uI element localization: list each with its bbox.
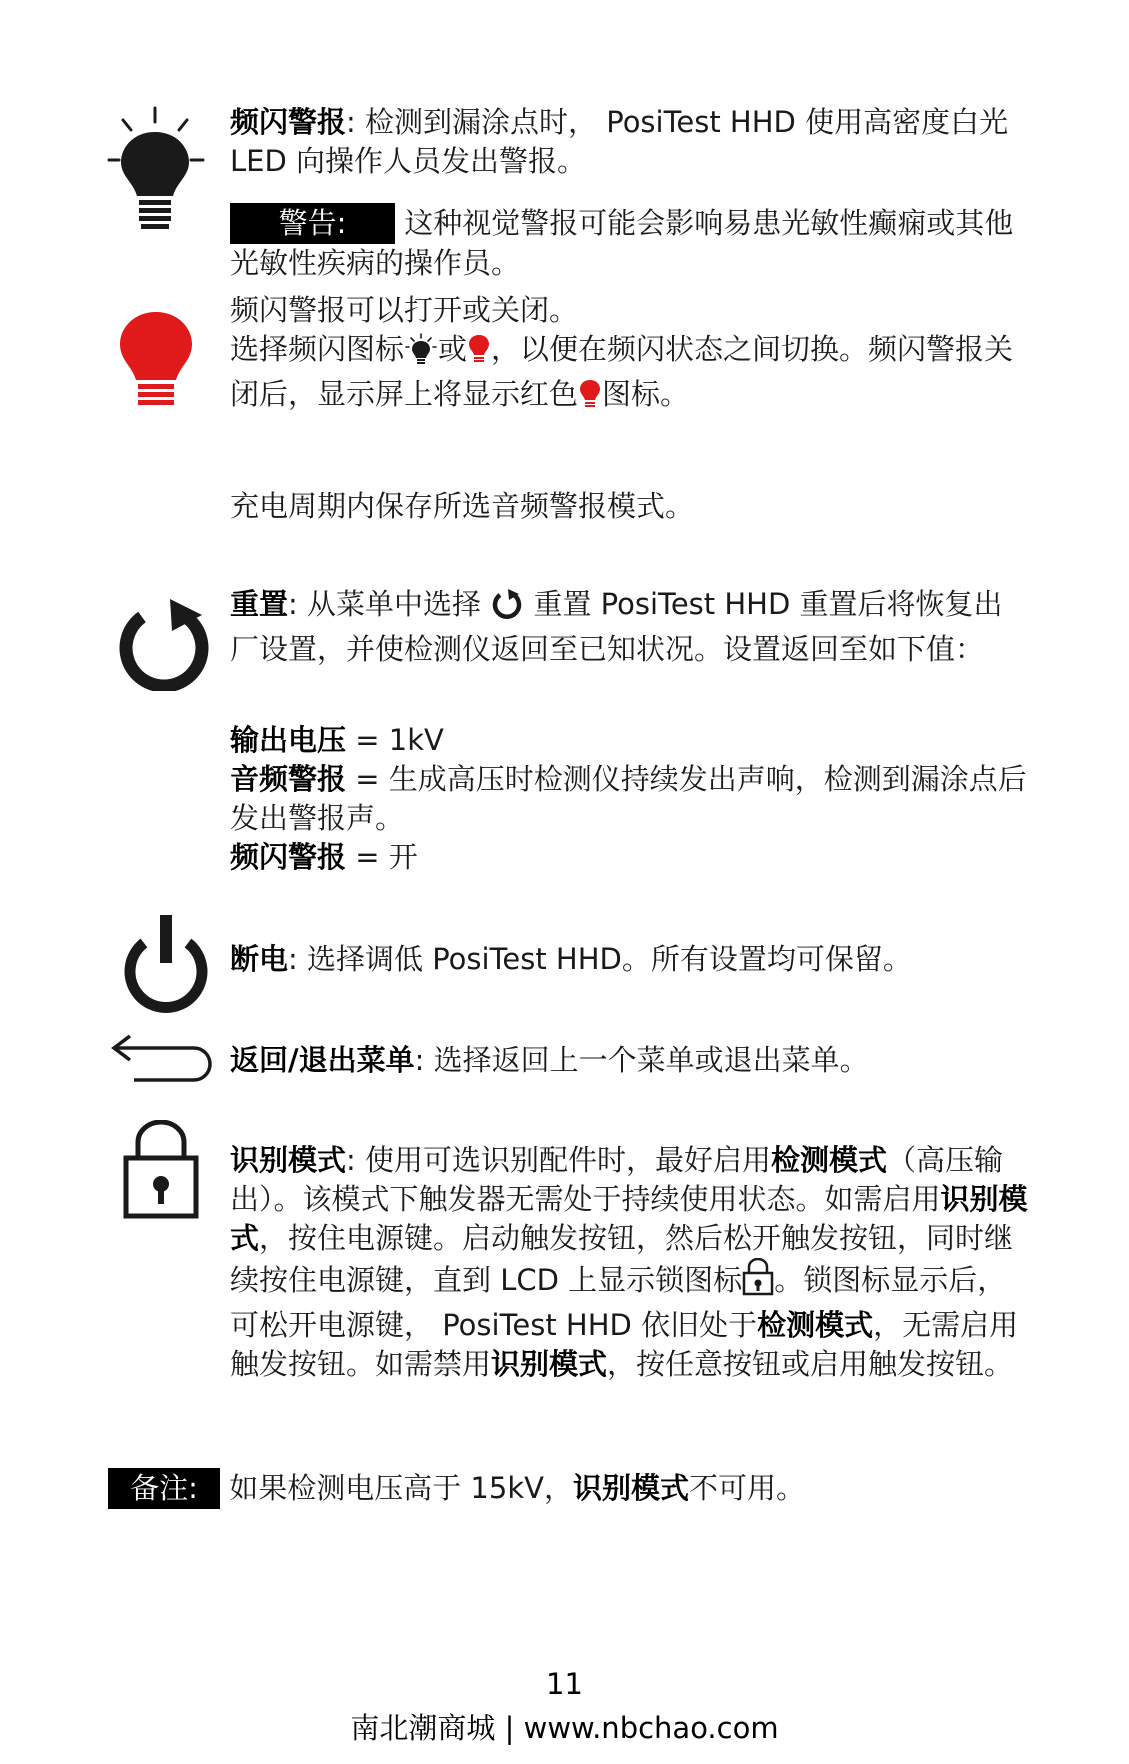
identify-b1: 检测模式 (771, 1143, 888, 1177)
identify-t4: 。锁图标显示后，可松开电源键， PosiTest HHD 依旧处于 (230, 1263, 1007, 1342)
inline-lock-icon (742, 1258, 774, 1306)
flash-colon: : (346, 105, 356, 139)
default-value: = 开 (346, 840, 418, 874)
flash-warning-text-block (230, 203, 1030, 283)
reset-title: 重置 (230, 587, 289, 621)
footer-site: 南北潮商城 | www.nbchao.com (350, 1711, 779, 1745)
power-icon (120, 915, 212, 1015)
identify-t3: ，按住电源键。启动触发按钮，然后松开触发按钮，同时继续按住电源键，直到 LCD 上显示锁图标 (230, 1221, 1014, 1297)
flash-section (230, 103, 1030, 181)
flash-select-c: 图标。 (602, 377, 690, 411)
reset-colon: : (288, 587, 298, 621)
flash-save-section (230, 487, 1030, 526)
flash-description (230, 103, 1030, 181)
power-description (230, 940, 1030, 979)
flash-select-line (230, 330, 1030, 420)
default-label: 音频警报 (230, 762, 347, 796)
back-description (230, 1041, 1030, 1080)
flash-text: 检测到漏涂点时， PosiTest HHD 使用高密度白光 LED 向操作人员发出警报。 (230, 105, 1009, 178)
flash-save-line: 充电周期内保存所选音频警报模式。 (230, 489, 695, 523)
reset-defaults (230, 721, 1030, 877)
page-number: 11 (546, 1667, 583, 1701)
identify-t1: : 使用可选识别配件时，最好启用 (346, 1143, 772, 1177)
flash-toggle-line: 频闪警报可以打开或关闭。 (230, 293, 579, 327)
identify-t2: （高压输出）。该模式下触发器无需处于持续使用状态。如需启用 (230, 1143, 1004, 1216)
flash-title: 频闪警报 (230, 105, 347, 139)
identify-t6: ，按任意按钮或启用触发按钮。 (607, 1347, 1014, 1381)
default-value: = 1kV (346, 723, 444, 757)
warning-badge: 警告: (230, 203, 395, 244)
flash-select-a: 选择频闪图标 (230, 332, 405, 366)
flash-warning (230, 203, 1030, 283)
inline-red-bulb-icon-2 (578, 378, 602, 420)
note-section (108, 1468, 1028, 1509)
reset-section (230, 585, 1030, 669)
note-text-b: 不可用。 (689, 1471, 806, 1505)
inline-white-bulb-icon (404, 333, 438, 375)
back-section (230, 1041, 1030, 1080)
default-label: 频闪警报 (230, 840, 347, 874)
reset-text-b: 重置 PosiTest HHD 重置后将恢复出厂设置，并使检测仪返回至已知状况。设置返回至如下值： (230, 587, 1003, 666)
note-badge: 备注: (108, 1468, 220, 1509)
identify-section (230, 1141, 1030, 1384)
identify-b2: 识别模式 (230, 1182, 1028, 1255)
default-value: = 生成高压时检测仪持续发出声响，检测到漏涂点后发出警报声。 (230, 762, 1027, 835)
note-text-a: 如果检测电压高于 15kV， (220, 1471, 573, 1505)
power-text: : 选择调低 PosiTest HHD。所有设置均可保留。 (288, 942, 912, 976)
default-row-flash-alarm (230, 838, 1030, 877)
note-bold: 识别模式 (572, 1471, 689, 1505)
identify-description (230, 1141, 1030, 1384)
flash-select-b: ，以便在频闪状态之间切换。频闪警报关闭后，显示屏上将显示红色 (230, 332, 1014, 411)
power-section (230, 940, 1030, 979)
identify-b3: 检测模式 (757, 1308, 874, 1342)
reset-description (230, 585, 1030, 669)
identify-b4: 识别模式 (491, 1347, 608, 1381)
warning-text: 这种视觉警报可能会影响易患光敏性癫痫或其他光敏性疾病的操作员。 (230, 206, 1014, 280)
identify-t5: ，无需启用触发按钮。如需禁用 (230, 1308, 1019, 1381)
reset-text-a: 从菜单中选择 (297, 587, 482, 621)
identify-title: 识别模式 (230, 1143, 347, 1177)
flash-white-bulb-icon (105, 100, 205, 240)
default-row-output-voltage (230, 721, 1030, 760)
lock-icon (122, 1120, 200, 1220)
power-title: 断电 (230, 942, 289, 976)
reset-icon (112, 595, 216, 691)
inline-reset-icon (490, 588, 524, 630)
flash-toggle-section (230, 291, 1030, 420)
default-row-audio-alarm (230, 760, 1030, 838)
flash-select-or: 或 (438, 332, 468, 366)
back-arrow-icon (108, 1030, 216, 1084)
inline-red-bulb-icon (467, 333, 491, 375)
back-text: : 选择返回上一个菜单或退出菜单。 (414, 1043, 869, 1077)
default-label: 输出电压 (230, 723, 347, 757)
back-title: 返回/退出菜单 (230, 1043, 415, 1077)
flash-red-bulb-icon (116, 310, 196, 410)
